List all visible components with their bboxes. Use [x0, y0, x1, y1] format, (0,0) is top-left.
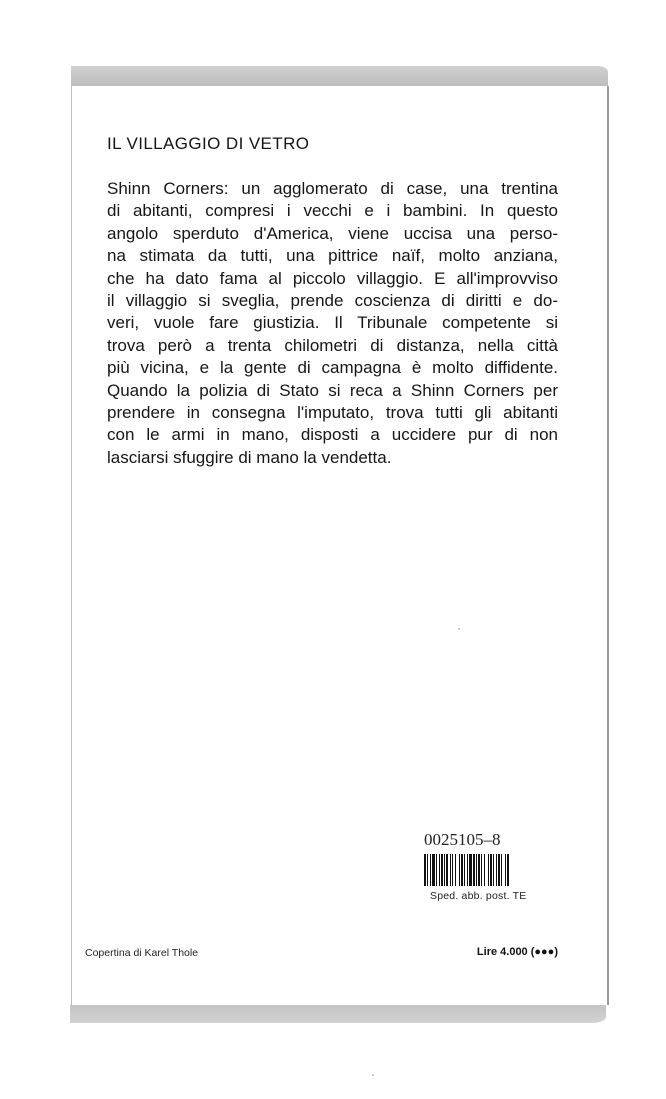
blurb-line: trova però a trenta chilometri di distanza, nella città: [107, 335, 558, 355]
blurb-line: na stimata da tutti, una pittrice naïf, molto anziana,: [107, 246, 558, 266]
paper-speck: [458, 628, 460, 630]
blurb-line: prendere in consegna l'imputato, trova tutti gli abitanti: [107, 402, 558, 422]
postal-note: Sped. abb. post. TE: [430, 890, 527, 902]
blurb-line: con le armi in mano, disposti a uccidere pur di non: [107, 425, 558, 445]
price-label: Lire 4.000 (●●●): [476, 946, 558, 958]
paper-speck: [372, 1074, 374, 1076]
blurb-line: che ha dato fama al piccolo villaggio. E all'improvviso: [107, 268, 558, 288]
barcode-graphic: [424, 854, 557, 886]
cover-credit: Copertina di Karel Thole: [85, 947, 199, 959]
blurb-line: il villaggio si sveglia, prende coscienza di diritti e do-: [107, 290, 558, 310]
blurb-line: Shinn Corners: un agglomerato di case, una trentina: [107, 179, 558, 198]
product-code: 0025105–8: [424, 830, 501, 849]
blurb-line: angolo sperduto d'America, viene uccisa una perso-: [107, 223, 558, 243]
blurb-line: veri, vuole fare giustizia. Il Tribunale competente si: [107, 313, 558, 333]
top-edge-band: [71, 66, 608, 86]
blurb-line: Quando la polizia di Stato si reca a Shinn Corners per: [107, 380, 558, 400]
book-title: IL VILLAGGIO DI VETRO: [107, 134, 310, 153]
blurb-text: [107, 178, 558, 469]
bottom-edge-band: [70, 1005, 606, 1023]
blurb-line: lasciarsi sfuggire di mano la vendetta.: [107, 447, 392, 467]
back-cover-page: [71, 86, 609, 1005]
blurb-line: di abitanti, compresi i vecchi e i bambini. In questo: [107, 201, 558, 221]
blurb-line: più vicina, e la gente di campagna è molto diffidente.: [107, 358, 558, 378]
